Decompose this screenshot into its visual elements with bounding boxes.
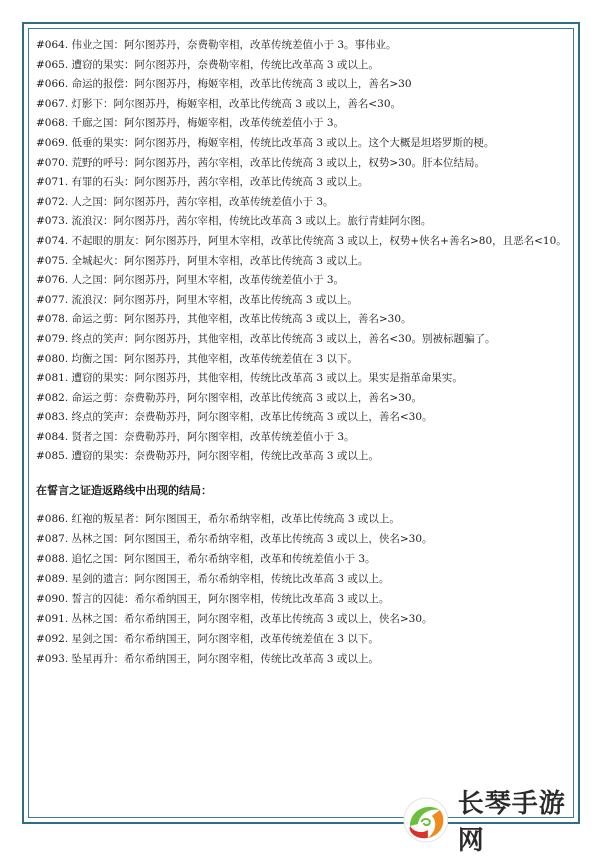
site-watermark bbox=[402, 789, 592, 856]
ending-entry: #080. 均衡之国：阿尔图苏丹，其他宰相，改革传统差值在 3 以下。 bbox=[36, 352, 358, 365]
ending-entry: #067. 灯影下：阿尔图苏丹，梅姬宰相，改革比传统高 3 或以上，善名<30。 bbox=[36, 97, 402, 110]
ending-entry: #069. 低垂的果实：阿尔图苏丹，梅姬宰相，传统比改革高 3 或以上。这个大概是坦塔罗斯的梗。 bbox=[36, 136, 495, 149]
ending-entry: #086. 红袍的叛星者：阿尔图国王，希尔希纳宰相，改革比传统高 3 或以上。 bbox=[36, 512, 400, 525]
document-body bbox=[36, 36, 566, 669]
ending-entry: #074. 不起眼的朋友：阿尔图苏丹，阿里木宰相，改革比传统高 3 或以上，权势+侠名+善名>80，且恶名<10。 bbox=[36, 234, 567, 247]
ending-entry: #068. 千廊之国：阿尔图苏丹，梅姬宰相，改革传统差值小于 3。 bbox=[36, 117, 345, 130]
ending-entry: #092. 星剑之国：希尔希纳国王，阿尔图宰相，改革传统差值在 3 以下。 bbox=[36, 632, 379, 645]
ending-entry: #071. 有罪的石头：阿尔图苏丹，茜尔宰相，改革比传统高 3 或以上。 bbox=[36, 176, 369, 189]
ending-entry: #087. 丛林之国：阿尔图国王，希尔希纳宰相，改革比传统高 3 或以上，侠名>30。 bbox=[36, 532, 433, 545]
ending-entry: #093. 坠星再升：希尔希纳国王，阿尔图宰相，传统比改革高 3 或以上。 bbox=[36, 652, 379, 665]
ending-entry: #081. 遭窃的果实：阿尔图苏丹，其他宰相，传统比改革高 3 或以上。果实是指革命果实。 bbox=[36, 372, 463, 385]
ending-entry: #082. 命运之剪：奈费勒苏丹，阿尔图宰相，改革比传统高 3 或以上，善名>30。 bbox=[36, 391, 423, 404]
ending-entry: #073. 流浪汉：阿尔图苏丹，茜尔宰相，传统比改革高 3 或以上。旅行青蛙阿尔图。 bbox=[36, 215, 432, 228]
section-title: 在誓言之证造返路线中出现的结局： bbox=[36, 484, 212, 498]
ending-entry: #088. 追忆之国：阿尔图国王，希尔希纳宰相，改革和传统差值小于 3。 bbox=[36, 552, 376, 565]
ending-entry: #066. 命运的报偿：阿尔图苏丹，梅姬宰相，改革比传统高 3 或以上，善名>30 bbox=[36, 78, 412, 91]
swirl-logo-icon bbox=[402, 796, 450, 844]
ending-entry: #083. 终点的笑声：奈费勒苏丹，阿尔图宰相，改革比传统高 3 或以上，善名<30。 bbox=[36, 411, 433, 424]
ending-list-main bbox=[36, 36, 566, 467]
ending-entry: #079. 终点的笑声：阿尔图苏丹，其他宰相，改革比传统高 3 或以上，善名<30。别被标题骗了。 bbox=[36, 332, 496, 345]
ending-entry: #084. 贤者之国：奈费勒苏丹，阿尔图宰相，改革传统差值小于 3。 bbox=[36, 430, 355, 443]
ending-entry: #090. 誓言的囚徒：希尔希纳国王，阿尔图宰相，传统比改革高 3 或以上。 bbox=[36, 592, 390, 605]
ending-entry: #085. 遭窃的果实：奈费勒苏丹，阿尔图宰相，传统比改革高 3 或以上。 bbox=[36, 450, 379, 463]
ending-entry: #075. 全城起火：阿尔图苏丹，阿里木宰相，改革比传统高 3 或以上。 bbox=[36, 254, 369, 267]
ending-entry: #065. 遭窃的果实：阿尔图苏丹，奈费勒宰相，传统比改革高 3 或以上。 bbox=[36, 58, 379, 71]
ending-entry: #064. 伟业之国：阿尔图苏丹，奈费勒宰相，改革传统差值小于 3。事伟业。 bbox=[36, 39, 397, 51]
watermark-text: 长琴手游网 bbox=[457, 789, 566, 856]
ending-entry: #076. 人之国：阿尔图苏丹，阿里木宰相，改革传统差值小于 3。 bbox=[36, 274, 345, 287]
ending-entry: #091. 丛林之国：希尔希纳国王，阿尔图宰相，改革比传统高 3 或以上，侠名>30。 bbox=[36, 612, 433, 625]
ending-entry: #077. 流浪汉：阿尔图苏丹，阿里木宰相，改革比传统高 3 或以上。 bbox=[36, 293, 358, 306]
ending-entry: #089. 星剑的遗言：阿尔图国王，希尔希纳宰相，传统比改革高 3 或以上。 bbox=[36, 572, 390, 585]
ending-entry: #070. 荒野的呼号：阿尔图苏丹，茜尔宰相，改革比传统高 3 或以上，权势>30。肝本位结局。 bbox=[36, 156, 486, 169]
ending-list-oath-route bbox=[36, 509, 566, 669]
ending-entry: #072. 人之国：阿尔图苏丹，茜尔宰相，改革传统差值小于 3。 bbox=[36, 195, 334, 208]
ending-entry: #078. 命运之剪：阿尔图苏丹，其他宰相，改革比传统高 3 或以上，善名>30。 bbox=[36, 313, 412, 326]
